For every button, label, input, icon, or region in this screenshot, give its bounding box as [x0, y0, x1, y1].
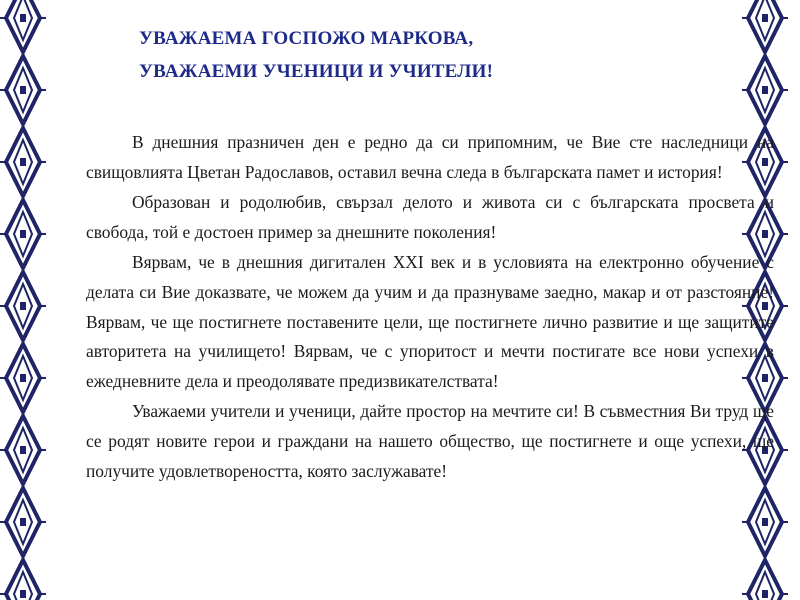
salutation-line-2: УВАЖАЕМИ УЧЕНИЦИ И УЧИТЕЛИ!: [139, 61, 494, 82]
salutation-line-1: УВАЖАЕМА ГОСПОЖО МАРКОВА,: [139, 28, 474, 49]
ornament-border-icon: [0, 0, 46, 600]
letter-content: [86, 0, 776, 600]
paragraph: Образован и родолюбив, свързал делото и живота си с българската просвета и свобода, той е достоен пример за днешните поколения!: [86, 192, 774, 242]
paragraph: Вярвам, че в днешния дигитален XXI век и в условията на електронно обучение с делата си Вие доказвате, че можем да учим и да празнуваме заедно, макар и от разстояние! Вярвам, че ще постигнете поставените цели, ще постигнете лично развитие и ще защитите авторитета на училището! Вярвам, че с упоритост и мечти постигате все нови успехи в ежедневните дела и преодолявате предизвикателствата!: [86, 252, 774, 391]
paragraph: В днешния празничен ден е редно да си припомним, че Вие сте наследници на свищовлията Цветан Радославов, оставил вечна следа в българската памет и история!: [86, 132, 774, 182]
paragraph: Уважаеми учители и ученици, дайте простор на мечтите си! В съвместния Ви труд ще се родят новите герои и граждани на нашето общество, ще постигнете и още успехи, ще получите удовлетвореността, която заслужавате!: [86, 401, 774, 481]
letter-body: [86, 128, 774, 486]
left-ornamental-border: [0, 0, 46, 600]
